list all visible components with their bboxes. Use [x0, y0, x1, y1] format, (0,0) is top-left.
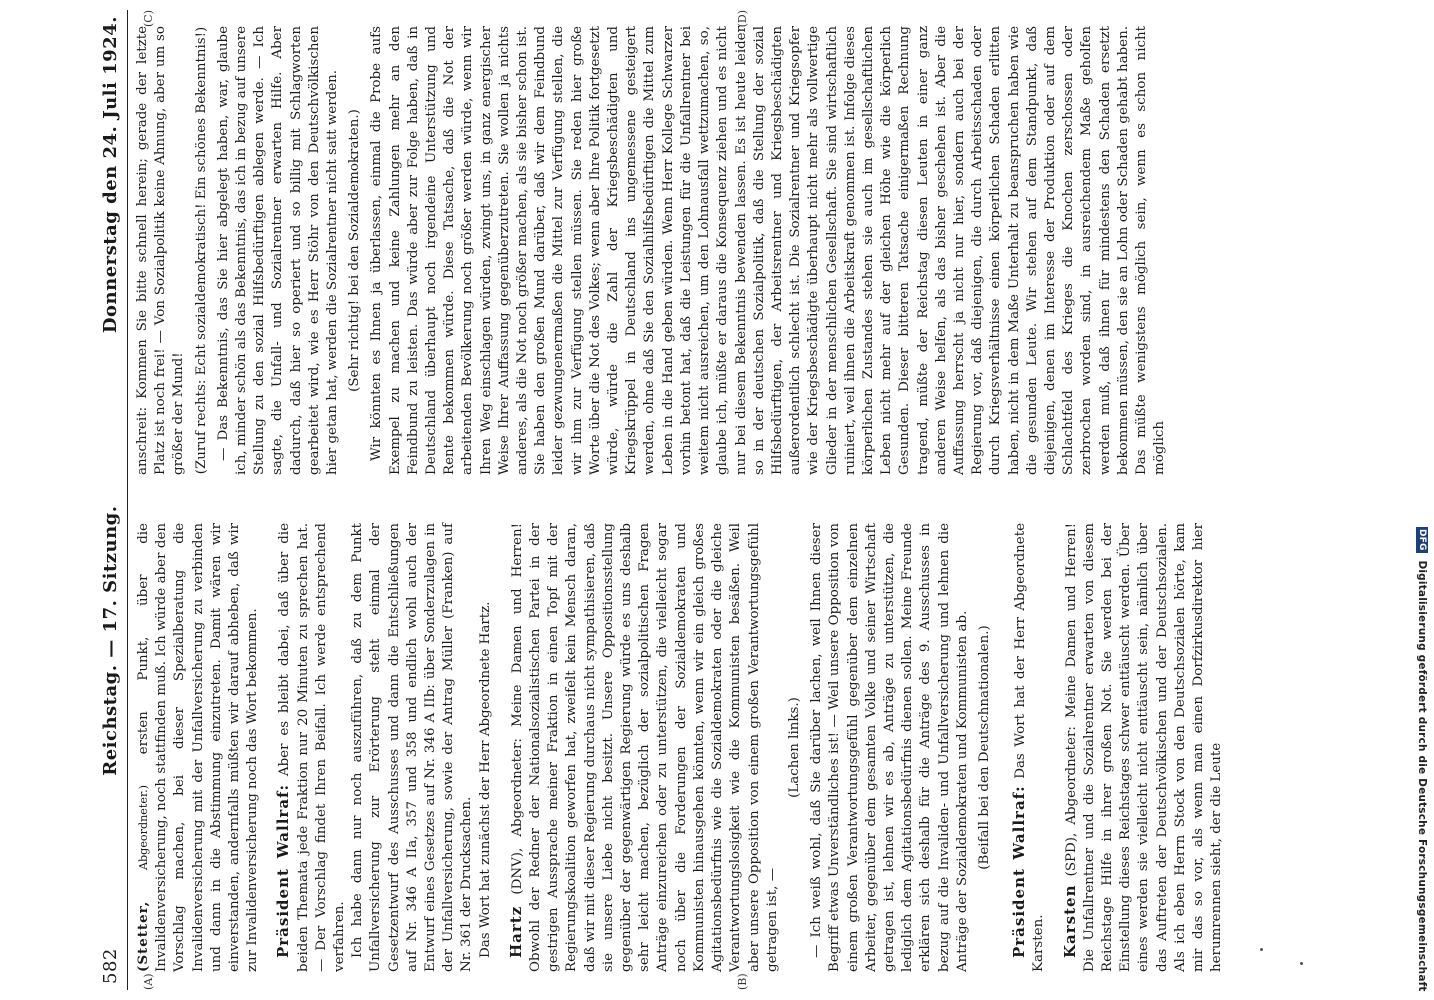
paragraph-text: (SPD), Abgeordneter: Meine Damen und Herren! Die Unfallrentner und die Sozialrentner erwarten von diesem Reichstage Hilfe in ihrer großen Not. Sie werden bei der Einstellung dieses Reichstages schwer enttäuscht werden. Über eines werden sie vielleicht nicht enttäuscht sein, nämlich über das Auftreten der Deutschvölkischen und der Deutschsozialen. Als ich eben Herrn Stock von den Deutschsozialen hörte, kam mir das so vor, als wenn man einen Dorfzirkusdirektor hier herumrennen sieht, der die Leute: [1063, 523, 1225, 972]
dfg-logo: DFG: [1417, 529, 1427, 551]
paragraph-text: — Das Bekenntnis, das Sie hier abgelegt haben, war, glaube ich, minder schön als das Bekenntnis, das ich in bezug auf unsere Stellung zu den sozial Hilfsbedürftigen ablegen werde. — Ich sagte, die Unfall- und Sozialrentner erwarten Hilfe. Aber dadurch, daß hier so operiert und so billig mit Schlagworten gearbeitet wird, wie es Herr Stöhr von den Deutschvölkischen hier getan hat, werden die Sozialrentner nicht satt werden.: [215, 26, 341, 475]
interjection: (Lachen links.): [786, 697, 802, 798]
paragraph: [274, 523, 349, 972]
paragraph: [215, 26, 342, 475]
margin-marker-a: (A): [142, 973, 155, 990]
right-column: [134, 10, 1298, 493]
digitization-imprint-text: Digitalisierung gefördert durch die Deutsche Forschungsgemeinschaft: [1416, 560, 1428, 992]
paragraph-text: Das Wort hat zunächst der Herr Abgeordnete Hartz.: [477, 601, 493, 958]
paragraph-text: Wir könnten es Ihnen ja überlassen, einmal die Probe aufs Exempel zu machen und keine Zahlungen mehr an den Feindbund zu leisten. Das würde aber zur Folge haben, daß in Deutschland überhaupt noch irgendeine Unterstützung und Rente bekommen würde. Diese Tatsache, daß die Not der arbeitenden Bevölkerung noch größer werden würde, wenn wir Ihren Weg einschlagen würden, zwingt uns, in ganz energischer Weise Ihrer Auffassung gegenüberzutreten. Sie wollen ja nichts anderes, als die Not noch größer machen, als sie bisher schon ist. Sie haben den großen Mund darüber, daß wir dem Feindbund leider gezwungenermaßen die Mittel zur Verfügung stellen, die wir ihm zur Verfügung stellen müssen. Sie reden hier große Worte über die Not des Volkes; wenn aber Ihre Politik fortgesetzt würde, würde die Zahl der Kriegsbeschädigten und Kriegskrüppel in Deutschland ins ungemessene gesteigert werden, ohne daß Sie den Sozialhilfsbedürftigen die Mittel zum Leben in die Hand geben würden. Wenn Herr Kollege Schwarzer vorhin betont hat, daß die Leistungen für die Unfallrentner bei weitem nicht ausreichen, um den Lohnausfall wettzumachen, so, glaube ich, müßte er daraus die Konsequenz ziehen und es nicht nur bei diesem Bekenntnis bewenden lassen. Es ist heute leider so in der deutschen Sozialpolitik, daß die Stellung der sozial Hilfsbedürftigen, der Arbeitsrentner und Kriegsbeschädigten außerordentlich schlecht ist. Die Sozialrentner und Kriegsopfer wie der Kriegsbeschädigte überhaupt nicht mehr als vollwertige Glieder in der menschlichen Gesellschaft. Sie sind wirtschaftlich ruiniert, weil ihnen die Arbeitskraft genommen ist. Infolge dieses körperlichen Zustandes stehen sie auch im gesellschaftlichen Leben nicht mehr auf der gleichen Höhe wie die körperlich Gesunden. Dieser bitteren Tatsache einigermaßen Rechnung tragend, müßte der Reichstag diesen Leuten in einer ganz anderen Weise helfen, als das bisher geschehen ist. Aber die Auffassung herrscht ja nicht nur hier, sondern auch bei der Regierung vor, daß diejenigen, die durch Arbeitsschaden oder durch Kriegsverhältnisse einen körperlichen Schaden erlitten haben, nicht in dem Maße Unterhalt zu beanspruchen haben wie die gesunden Leute. Wir stehen auf dem Standpunkt, daß diejenigen, denen im Interesse der Produktion oder auf dem Schlachtfeld des Krieges die Knochen zerschossen oder zerbrochen worden sind, in ausreichendem Maße geholfen werden muß, daß ihnen für mindestens den Schaden ersetzt bekommen müssen, den sie an Lohn oder Schaden gehabt haben. Das müßte wenigstens möglich sein, wenn es schon nicht möglich: [369, 26, 1168, 475]
paragraph: [349, 523, 476, 972]
paragraph: [477, 523, 495, 972]
paragraph: [134, 26, 189, 475]
scan-speck: [1260, 948, 1263, 951]
paragraph: [808, 523, 972, 972]
digitization-imprint: [1416, 8, 1428, 992]
paragraph-text: Ich habe dann nur noch auszuführen, daß zu dem Punkt Unfallversicherung zur Erörterung steht einmal der Gesetzentwurf des Ausschusses und dann die Entschließungen auf Nr. 346 A IIa, 357 und 358 und endlich wohl auch der Entwurf eines Gesetzes auf Nr. 346 A IIb: über Sonderzulagen in der Unfallversicherung, sowie der Antrag Müller (Franken) auf Nr. 361 der Drucksachen.: [350, 523, 475, 972]
margin-marker-c: (C): [142, 10, 155, 27]
paragraph-text: Aber es bleibt dabei, daß über die beiden Themata jede Fraktion nur 20 Minuten zu sprechen hat. — Der Vorschlag findet Ihren Beifall. Ich werde entsprechend verfahren.: [277, 523, 348, 972]
scan-speck: [1300, 962, 1303, 965]
paragraph-text: anschreit: Kommen Sie bitte schnell herein; gerade der letzte Platz ist noch frei! — Von Sozialpolitik keine Ahnung, aber um so größer der Mund!: [135, 26, 187, 475]
paragraph: [507, 523, 782, 972]
left-column: [134, 507, 1298, 990]
page-number: 582: [100, 948, 121, 984]
running-head: [96, 10, 128, 990]
speaker-name: Präsident Wallraf:: [1010, 785, 1029, 958]
paragraph-text: (DNV), Abgeordneter: Meine Damen und Herren! Obwohl der Redner der Nationalsozialistischen Partei in der gestrigen Aussprache meiner Fraktion in einen Topf mit der Regierungskoalition geworfen hat, zweifelt kein Mensch daran, daß wir mit dieser Regierung durchaus nicht sympathisieren, daß sie unsere Liebe nicht besitzt. Unsere Oppositionsstellung gegenüber der gegenwärtigen Regierung würde es uns deshalb sehr leicht machen, bezüglich der sozialpolitischen Fragen Anträge einzureichen oder zu unterstützen, die vielleicht sogar noch über die Forderungen der Sozialdemokraten und Kommunisten hinausgehen könnten, wenn wir ein gleich großes Agitationsbedürfnis wie die Sozialdemokraten oder die gleiche Verantwortungslosigkeit wie die Kommunisten besäßen. Weil aber unsere Opposition von einem großen Verantwortungsgefühl getragen ist, —: [509, 523, 780, 972]
paragraph-text: — Ich weiß wohl, daß Sie darüber lachen, weil Ihnen dieser Begriff etwas Unverständliches ist! — Weil unsere Opposition von einem großen Verantwortungsgefühl gegenüber dem einzelnen Arbeiter, gegenüber dem gesamten Volke und seiner Wirtschaft getragen ist, lehnen wir es ab, Anträge zu unterstützen, die lediglich dem Agitationsbedürfnis dienen sollen. Meine Freunde erklären sich deshalb für die Anträge des 9. Ausschusses in bezug auf die Invaliden- und Unfallversicherung und lehnen die Anträge der Sozialdemokraten und Kommunisten ab.: [809, 523, 970, 972]
paragraph: [134, 523, 262, 972]
running-head-left: Reichstag. — 17. Sitzung.: [100, 505, 121, 776]
speaker-name: Karsten: [1060, 884, 1079, 958]
speaker-name: (Stetter,: [135, 900, 151, 972]
document-page: [90, 0, 1310, 1000]
paragraph: [368, 26, 1169, 475]
margin-marker-b: (B): [736, 973, 749, 990]
paragraph-text: ersten Punkt, über die Invalidenversicherung, noch stattfinden muß. Ich würde aber den Vorschlag machen, bei dieser Spezialberatung die Invalidenversicherung mit der Unfallversicherung zu verbinden und dann in die Abstimmung einzutreten. Damit wären wir einverstanden, andernfalls müßten wir darauf abheben, daß wir zur Invalidenversicherung noch das Wort bekommen.: [136, 523, 261, 972]
speaker-name: Hartz: [506, 905, 525, 958]
interjection: (Sehr richtig! bei den Sozialdemokraten.): [347, 109, 363, 392]
margin-marker-d: (D): [736, 10, 749, 28]
running-head-right: Donnerstag den 24. Juli 1924.: [100, 16, 121, 334]
speaker-role: Abgeordneter.): [137, 785, 150, 871]
paragraph-text: Das Wort hat der Herr Abgeordnete Karsten.: [1013, 523, 1047, 972]
interjection: (Beifall bei den Deutschnationalen.): [976, 625, 992, 870]
interjection: (Zuruf rechts: Echt sozialdemokratisch! Ein schönes Bekenntnis!): [193, 26, 209, 475]
paragraph: [1010, 523, 1048, 972]
paragraph: [1061, 523, 1227, 972]
speaker-name: Präsident Wallraf:: [274, 783, 293, 958]
